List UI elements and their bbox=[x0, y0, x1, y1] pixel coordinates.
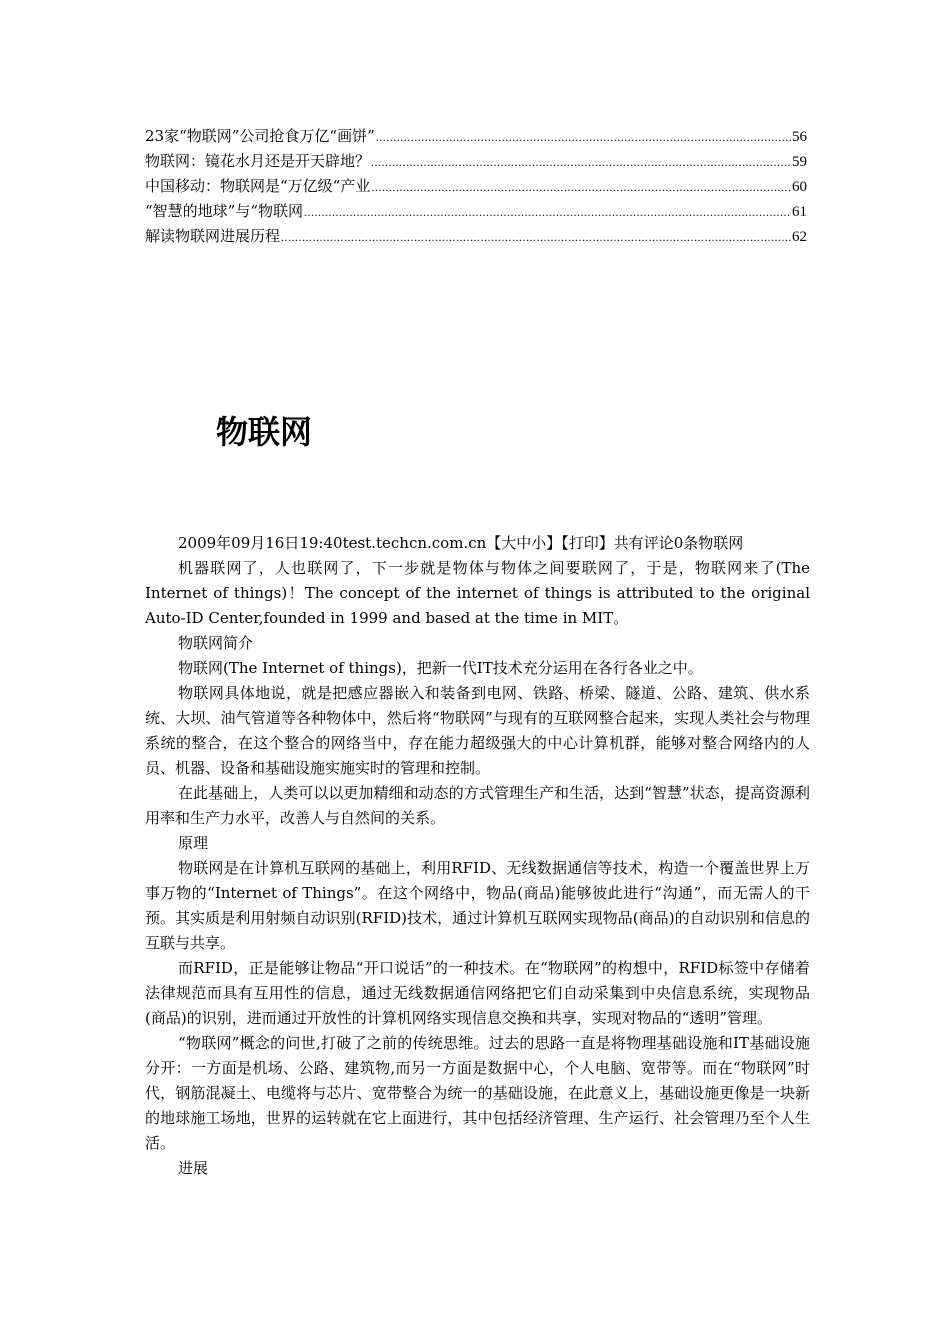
section-heading: 物联网简介 bbox=[178, 634, 254, 652]
toc-leader-dots bbox=[304, 200, 791, 225]
paragraph: 物联网是在计算机互联网的基础上，利用RFID、无线数据通信等技术，构造一个覆盖世界上万事万物的“Internet of Things”。在这个网络中，物品(商品)能够彼此进行“沟通”，而无需人的干预。其实质是利用射频自动识别(RFID)技术，通过计算机互联网实现物品(商品)的自动识别和信息的互联与共享。 bbox=[145, 859, 810, 952]
toc-leader-dots bbox=[371, 175, 791, 200]
paragraph: “物联网”概念的问世,打破了之前的传统思维。过去的思路一直是将物理基础设施和IT基础设施分开：一方面是机场、公路、建筑物,而另一方面是数据中心，个人电脑、宽带等。而在“物联网”时代，钢筋混凝土、电缆将与芯片、宽带整合为统一的基础设施，在此意义上，基础设施更像是一块新的地球施工场地，世界的运转就在它上面进行，其中包括经济管理、生产运行、社会管理乃至个人生活。 bbox=[145, 1034, 810, 1152]
toc-leader-dots bbox=[281, 225, 791, 250]
toc-entry-title: 中国移动：物联网是“万亿级“产业 bbox=[145, 177, 371, 195]
toc-leader-dots bbox=[371, 150, 791, 175]
paragraph: 物联网(The Internet of things)，把新一代IT技术充分运用在各行各业之中。 bbox=[178, 659, 703, 677]
paragraph: 机器联网了，人也联网了，下一步就是物体与物体之间要联网了，于是，物联网来了(The Internet of things)！The concept of the internet of things is attributed to the original Auto-ID Center,founded in 1999 and based at the time in MIT。 bbox=[145, 559, 810, 627]
article-body bbox=[145, 531, 810, 1181]
toc-entry[interactable] bbox=[145, 199, 807, 224]
toc-entry-title: 23家“物联网”公司抢食万亿“画饼” bbox=[145, 127, 375, 145]
section-heading: 原理 bbox=[178, 834, 209, 852]
toc-entry[interactable] bbox=[145, 174, 807, 199]
toc-entry[interactable] bbox=[145, 224, 807, 249]
toc-leader-dots bbox=[376, 125, 791, 150]
toc-entry-title: “智慧的地球”与“物联网 bbox=[145, 202, 304, 220]
toc-entry[interactable] bbox=[145, 149, 807, 174]
toc-entry-page: 60 bbox=[792, 179, 807, 195]
article-meta-line: 2009年09月16日19:40test.techcn.com.cn【大中小】【打印】共有评论0条物联网 bbox=[178, 534, 744, 552]
toc-entry-page: 59 bbox=[792, 154, 807, 170]
toc-entry-page: 61 bbox=[792, 204, 807, 220]
paragraph: 物联网具体地说，就是把感应器嵌入和装备到电网、铁路、桥梁、隧道、公路、建筑、供水系统、大坝、油气管道等各种物体中，然后将“物联网”与现有的互联网整合起来，实现人类社会与物理系统的整合，在这个整合的网络当中，存在能力超级强大的中心计算机群，能够对整合网络内的人员、机器、设备和基础设施实施实时的管理和控制。 bbox=[145, 684, 810, 777]
paragraph: 在此基础上，人类可以以更加精细和动态的方式管理生产和生活，达到“智慧”状态，提高资源利用率和生产力水平，改善人与自然间的关系。 bbox=[145, 784, 810, 827]
toc-entry-title: 物联网：镜花水月还是开天辟地？ bbox=[145, 152, 371, 170]
toc-entry-page: 56 bbox=[792, 129, 807, 145]
page-title: 物联网 bbox=[216, 413, 313, 451]
toc-entry[interactable] bbox=[145, 124, 807, 149]
toc-entry-page: 62 bbox=[792, 229, 807, 245]
toc-entry-title: 解读物联网进展历程 bbox=[145, 227, 281, 245]
table-of-contents bbox=[145, 124, 807, 249]
paragraph: 而RFID，正是能够让物品“开口说话”的一种技术。在“物联网”的构想中，RFID标签中存储着法律规范而具有互用性的信息，通过无线数据通信网络把它们自动采集到中央信息系统，实现物品(商品)的识别，进而通过开放性的计算机网络实现信息交换和共享，实现对物品的“透明”管理。 bbox=[145, 959, 810, 1027]
section-heading: 进展 bbox=[178, 1159, 209, 1177]
